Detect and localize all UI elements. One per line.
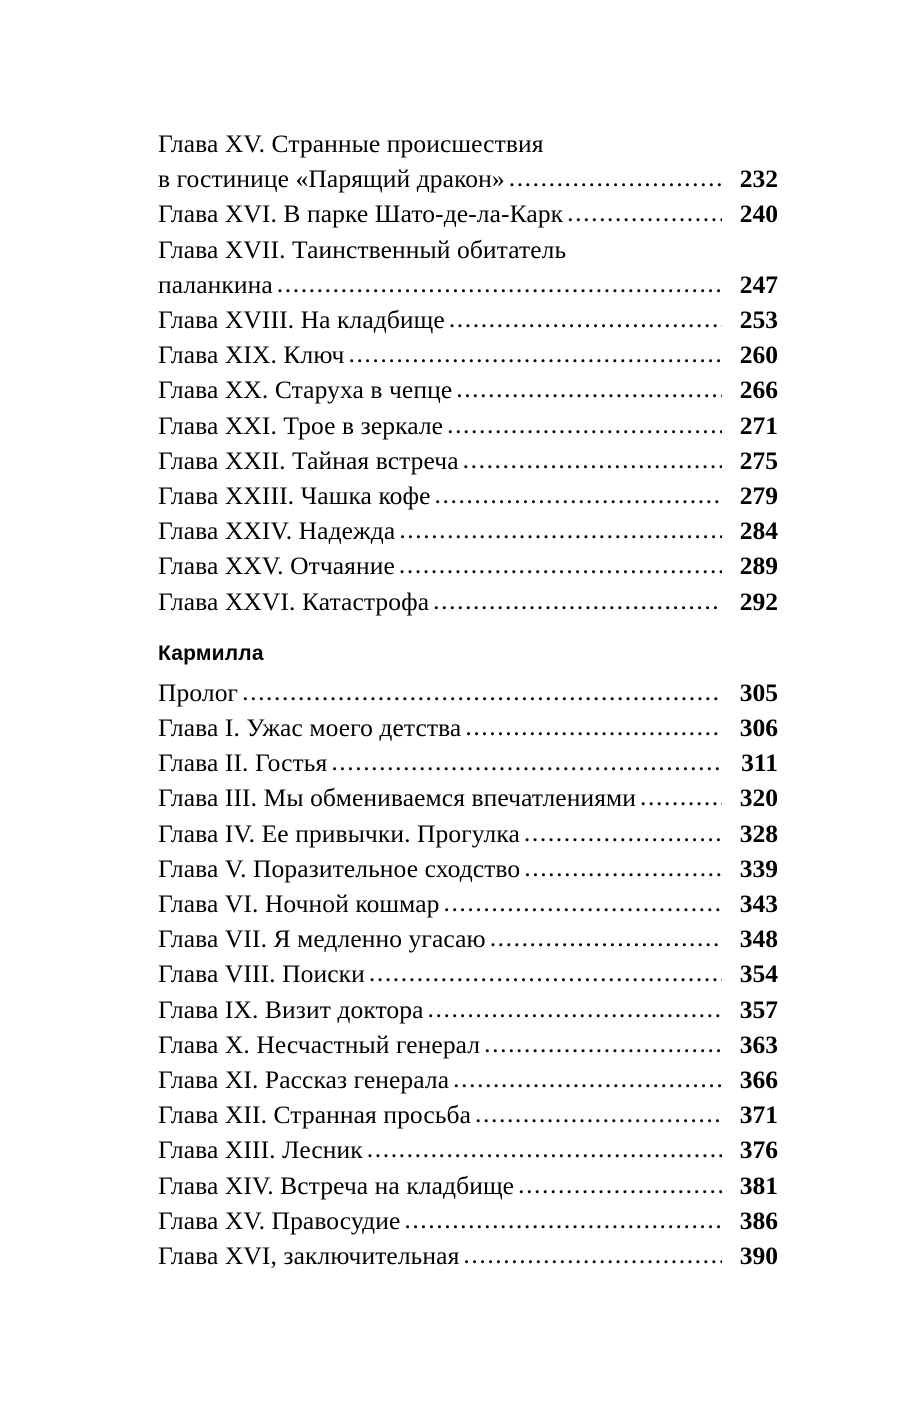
toc-page-number: 305 — [739, 677, 778, 707]
dot-leader — [331, 744, 722, 779]
toc-entry-title: Глава XX. Старуха в чепце — [158, 375, 453, 405]
toc-entry[interactable] — [158, 161, 778, 196]
toc-entry-title: Глава XXV. Отчаяние — [158, 551, 395, 581]
toc-entry[interactable] — [158, 675, 778, 710]
toc-entry-title: Глава XI. Рассказ генерала — [158, 1065, 450, 1095]
dot-leader — [463, 1237, 722, 1272]
dot-leader — [463, 442, 722, 477]
dot-leader — [367, 1131, 722, 1166]
toc-entry-title: Глава IV. Ее привычки. Прогулка — [158, 818, 520, 848]
toc-page-number: 320 — [739, 783, 778, 813]
toc-page-number: 292 — [739, 586, 778, 616]
dot-leader — [443, 885, 722, 920]
toc-entry-title: Глава IX. Визит доктора — [158, 994, 424, 1024]
toc-page-number: 240 — [739, 199, 778, 229]
toc-entry-title: Глава XXI. Трое в зеркале — [158, 410, 444, 440]
toc-entry[interactable] — [158, 443, 778, 478]
toc-page-number: 311 — [741, 748, 778, 778]
dot-leader — [348, 336, 722, 371]
toc-entry-title: Глава XXIV. Надежда — [158, 516, 396, 546]
toc-entry-title-line — [158, 232, 778, 267]
toc-entry-title: Глава XVIII. На кладбище — [158, 305, 445, 335]
toc-entry[interactable] — [158, 196, 778, 231]
dot-leader — [567, 195, 722, 230]
toc-page-number: 363 — [739, 1029, 778, 1059]
dot-leader — [524, 850, 722, 885]
toc-entry[interactable] — [158, 1203, 778, 1238]
dot-leader — [404, 1202, 722, 1237]
dot-leader — [369, 955, 722, 990]
toc-page-number: 348 — [739, 924, 778, 954]
dot-leader — [475, 1096, 722, 1131]
toc-entry[interactable] — [158, 745, 778, 780]
toc-entry[interactable] — [158, 816, 778, 851]
toc-entry[interactable] — [158, 372, 778, 407]
toc-entry[interactable] — [158, 1027, 778, 1062]
dot-leader — [518, 1167, 722, 1202]
toc-entry[interactable] — [158, 584, 778, 619]
dot-leader — [490, 920, 722, 955]
dot-leader — [456, 371, 722, 406]
toc-entry-title: Глава I. Ужас моего детства — [158, 713, 462, 743]
dot-leader — [449, 301, 722, 336]
toc-entry-title-cont: в гостинице «Парящий дракон» — [158, 164, 505, 194]
toc-entry-title: Глава X. Несчастный генерал — [158, 1029, 481, 1059]
toc-entry[interactable] — [158, 780, 778, 815]
toc-entry[interactable] — [158, 851, 778, 886]
toc-page-number: 306 — [739, 713, 778, 743]
toc-entry-title: Глава VI. Ночной кошмар — [158, 889, 440, 919]
toc-entry-title-cont: паланкина — [158, 269, 273, 299]
toc-entry[interactable] — [158, 710, 778, 745]
toc-entry-title: Глава XXII. Тайная встреча — [158, 445, 459, 475]
toc-page-number: 284 — [739, 516, 778, 546]
toc-entry-title: Глава V. Поразительное сходство — [158, 853, 521, 883]
dot-leader — [447, 407, 722, 442]
toc-page-number: 371 — [739, 1100, 778, 1130]
dot-leader — [277, 266, 722, 301]
toc-entry[interactable] — [158, 1132, 778, 1167]
dot-leader — [524, 815, 722, 850]
toc-entry[interactable] — [158, 921, 778, 956]
toc-entry-title: Глава XIX. Ключ — [158, 340, 345, 370]
dot-leader — [428, 991, 722, 1026]
toc-entry[interactable] — [158, 886, 778, 921]
toc-entry-title: Глава XV. Странные происшествия — [158, 129, 544, 158]
toc-entry-title: Глава XII. Странная просьба — [158, 1100, 472, 1130]
toc-page-number: 271 — [739, 410, 778, 440]
toc-entry-title: Глава VIII. Поиски — [158, 959, 365, 989]
toc-page-number: 247 — [739, 269, 778, 299]
toc-entry[interactable] — [158, 956, 778, 991]
dot-leader — [242, 674, 722, 709]
toc-entry[interactable] — [158, 1062, 778, 1097]
toc-entry-title: Глава XV. Правосудие — [158, 1205, 401, 1235]
toc-entry-title: Глава XXVI. Катастрофа — [158, 586, 430, 616]
toc-entry[interactable] — [158, 478, 778, 513]
toc-entry-title: Глава XVI. В парке Шато-де-ла-Карк — [158, 199, 564, 229]
dot-leader — [453, 1061, 722, 1096]
toc-entry[interactable] — [158, 337, 778, 372]
toc-page-number: 339 — [739, 853, 778, 883]
toc-entry[interactable] — [158, 1238, 778, 1273]
dot-leader — [399, 512, 722, 547]
toc-page-number: 354 — [739, 959, 778, 989]
toc-page-number: 343 — [739, 889, 778, 919]
toc-section — [158, 126, 778, 619]
toc-entry-title: Глава XIII. Лесник — [158, 1135, 363, 1165]
toc-entry[interactable] — [158, 992, 778, 1027]
toc-page-number: 328 — [739, 818, 778, 848]
toc-entry[interactable] — [158, 408, 778, 443]
toc-entry[interactable] — [158, 548, 778, 583]
dot-leader — [509, 160, 722, 195]
dot-leader — [433, 583, 722, 618]
toc-entry-title: Глава XIV. Встреча на кладбище — [158, 1170, 515, 1200]
toc-entry[interactable] — [158, 513, 778, 548]
toc-page-number: 275 — [739, 445, 778, 475]
toc-page-number: 376 — [739, 1135, 778, 1165]
toc-entry-title: Глава III. Мы обмениваемся впечатлениями — [158, 783, 637, 813]
toc-page-number: 381 — [739, 1170, 778, 1200]
dot-leader — [640, 779, 722, 814]
dot-leader — [435, 477, 722, 512]
toc-page-number: 357 — [739, 994, 778, 1024]
toc-page-number: 266 — [739, 375, 778, 405]
toc-entry[interactable] — [158, 1168, 778, 1203]
toc-page-number: 253 — [739, 305, 778, 335]
toc-page-number: 289 — [739, 551, 778, 581]
toc-section-heading: Кармилла — [158, 641, 264, 665]
dot-leader — [399, 547, 722, 582]
toc-entry-title-line — [158, 126, 778, 161]
toc-section — [158, 641, 778, 1273]
toc-page-number: 366 — [739, 1065, 778, 1095]
toc-page-number: 390 — [739, 1241, 778, 1271]
toc-entry-title: Пролог — [158, 677, 239, 707]
table-of-contents — [158, 126, 778, 1273]
toc-entry-title: Глава XVI, заключительная — [158, 1241, 460, 1271]
dot-leader — [484, 1026, 722, 1061]
toc-page-number: 386 — [739, 1205, 778, 1235]
toc-page-number: 232 — [739, 164, 778, 194]
toc-entry[interactable] — [158, 1097, 778, 1132]
toc-page-number: 260 — [739, 340, 778, 370]
toc-entry-title: Глава II. Гостья — [158, 748, 328, 778]
dot-leader — [465, 709, 722, 744]
toc-entry-title: Глава XXIII. Чашка кофе — [158, 481, 431, 511]
toc-entry[interactable] — [158, 302, 778, 337]
toc-entry[interactable] — [158, 267, 778, 302]
toc-page-number: 279 — [739, 481, 778, 511]
toc-entry-title: Глава XVII. Таинственный обитатель — [158, 234, 567, 264]
toc-entry-title: Глава VII. Я медленно угасаю — [158, 924, 486, 954]
